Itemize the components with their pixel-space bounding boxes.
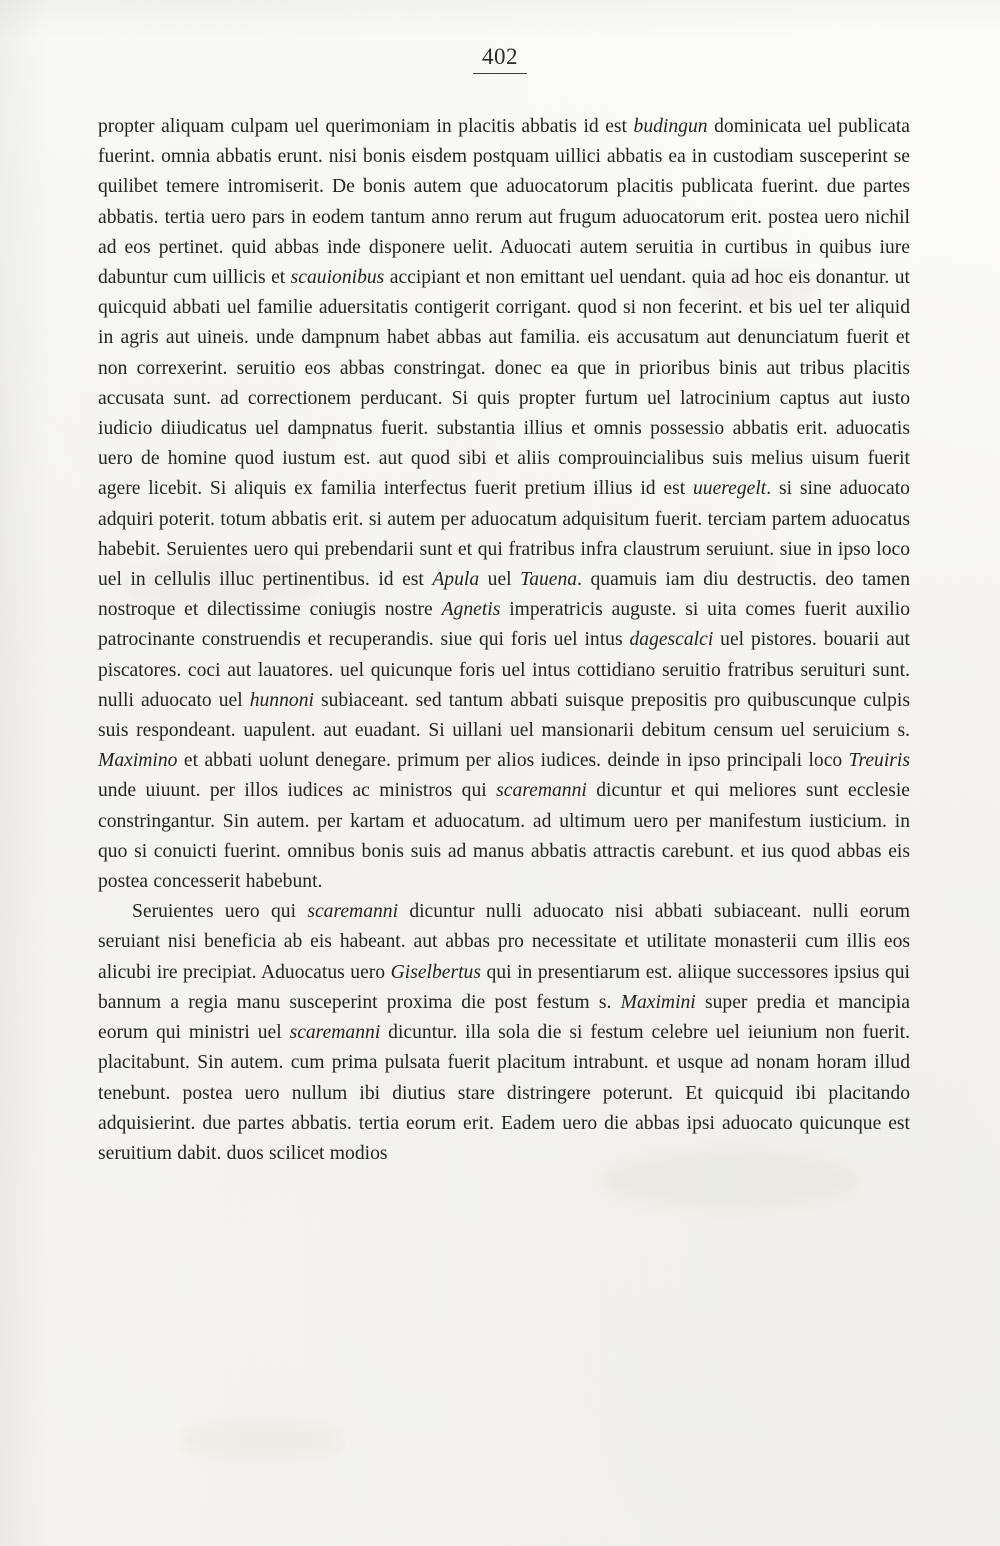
page-top-shading [0, 0, 1000, 40]
paper-smudge [180, 1420, 340, 1460]
page-number: 402 [473, 44, 527, 74]
page-left-shading [0, 0, 52, 1546]
paragraph: propter aliquam culpam uel querimoniam in placitis abbatis id est budingun dominicata uel publicata fuerint. omnia abbatis erunt. nisi bonis eisdem postquam uillici abbatis ea in custodiam susceperint se quilibet temere intromiserit. De bonis autem que aduocatorum placitis publicata fuerint. due partes abbatis. tertia uero pars in eodem tantum anno rerum aut frugum aduocatorum erit. postea uero nichil ad eos pertinet. quid abbas inde disponere uelit. Aduocati autem seruitia in curtibus in quibus iure dabuntur cum uillicis et scauionibus accipiant et non emittant uel uendant. quia ad hoc eis donantur. ut quicquid abbati uel familie aduersitatis contigerit corrigant. quod si non fecerint. et bis uel ter aliquid in agris aut uineis. unde dampnum habet abbas aut familia. eis accusatum aut denunciatum fuerit et non correxerint. seruitio eos abbas constringat. donec ea que in prioribus binis aut tribus placitis accusata sunt. ad correctionem perducant. Si quis propter furtum uel latrocinium captus aut iusto iudicio diiudicatus uel dampnatus fuerit. substantia illius et omnis possessio abbatis erit. aduocatis uero de homine quod iustum est. aut quod sibi et aliis comprouincialibus suis melius uisum fuerit agere licebit. Si aliquis ex familia interfectus fuerit pretium illius id est uueregelt. si sine aduocato adquiri poterit. totum abbatis erit. si autem per aduocatum adquisitum fuerit. terciam partem aduocatus habebit. Seruientes uero qui prebendarii sunt et qui fratribus infra claustrum seruiunt. siue in ipso loco uel in cellulis illuc pertinentibus. id est Apula uel Tauena. quamuis iam diu destructis. deo tamen nostroque et dilectissime coniugis nostre Agnetis imperatricis auguste. si uita comes fuerit auxilio patrocinante construendis et recuperandis. siue qui foris uel intus dagescalci uel pistores. bouarii aut piscatores. coci aut lauatores. uel quicunque foris uel intus cottidiano seruitio fratribus seruituri sunt. nulli aduocato uel hunnoni subiaceant. sed tantum abbati suisque prepositis pro quibuscunque culpis suis respondeant. uapulent. aut euadant. Si uillani uel mansionarii debitum censum uel seruicium s. Maximino et abbati uolunt denegare. primum per alios iudices. deinde in ipso principali loco Treuiris unde uiuunt. per illos iudices ac ministros qui scaremanni dicuntur et qui meliores sunt ecclesie constringantur. Sin autem. per kartam et aduocatum. ad ultimum uero per manifestum iusticium. in quo si conuicti fuerint. omnibus bonis suis ad manus abbatis attractis carebunt. et ius quod abbas eis postea concesserit habebunt. [98, 116, 911, 893]
page-header [0, 44, 1000, 74]
body-text [98, 112, 910, 1169]
paragraph: Seruientes uero qui scaremanni dicuntur nulli aduocato nisi abbati subiaceant. nulli eorum seruiant nisi beneficia ab eis habeant. aut abbas pro necessitate et utilitate monasterii cum illis eos alicubi ire precipiat. Aduocatus uero Giselbertus qui in presentiarum est. aliique successores ipsius qui bannum a regia manu susceperint proxima die post festum s. Maximini super predia et mancipia eorum qui ministri uel scaremanni dicuntur. illa sola die si festum celebre uel ieiunium non fuerit. placitabunt. Sin autem. cum prima pulsata fuerit placitum intrabunt. et usque ad nonam horam illud tenebunt. postea uero nullum ibi diutius stare distringere poterunt. Et quicquid ibi placitando adquisierint. due partes abbatis. tertia eorum erit. Eadem uero die abbas ipsi aduocato quicunque est seruitium dabit. duos scilicet modios [98, 901, 910, 1164]
